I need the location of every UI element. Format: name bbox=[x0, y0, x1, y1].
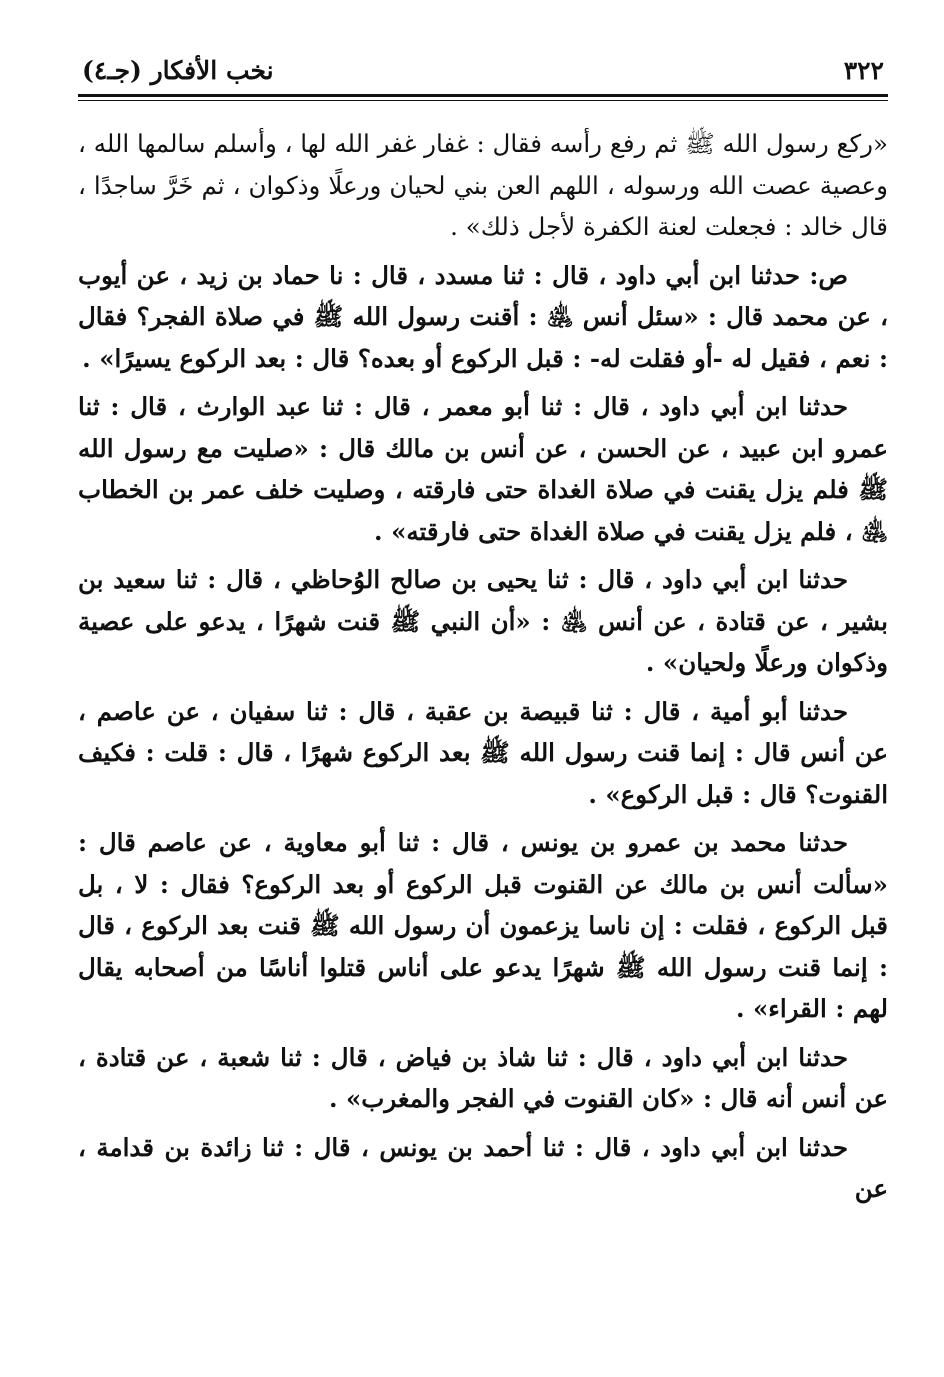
paragraph-continuation: «ركع رسول الله ﷺ ثم رفع رأسه فقال : غفار غفر الله لها ، وأسلم سالمها الله ، وعصية عصت الله ورسوله ، اللهم العن بني لحيان ورعلًا وذكوان ، ثم خَرَّ ساجدًا ، قال خالد : فجعلت لعنة الكفرة لأجل ذلك» . bbox=[78, 129, 888, 241]
book-title: نخب الأفكار (جـ٤) bbox=[82, 56, 274, 85]
paragraph-hadith: حدثنا ابن أبي داود ، قال : ثنا شاذ بن فياض ، قال : ثنا شعبة ، عن قتادة ، عن أنس أنه قال : «كان القنوت في الفجر والمغرب» . bbox=[78, 1042, 888, 1113]
body-text bbox=[78, 123, 888, 1210]
page-number: ٣٢٢ bbox=[843, 56, 884, 85]
paragraph-hadith: حدثنا محمد بن عمرو بن يونس ، قال : ثنا أبو معاوية ، عن عاصم قال : «سألت أنس بن مالك عن القنوت قبل الركوع أو بعد الركوع؟ فقال : لا ، بل قبل الركوع ، فقلت : إن ناسا يزعمون أن رسول الله ﷺ قنت بعد الركوع ، قال : إنما قنت رسول الله ﷺ شهرًا يدعو على أناس قتلوا أناسًا من أصحابه يقال لهم : القراء» . bbox=[78, 828, 888, 1023]
paragraph-hadith: حدثنا ابن أبي داود ، قال : ثنا أبو معمر ، قال : ثنا عبد الوارث ، قال : ثنا عمرو ابن عبيد ، عن الحسن ، عن أنس بن مالك قال : «صليت مع رسول الله ﷺ فلم يزل يقنت في صلاة الغداة حتى فارقته ، وصليت خلف عمر بن الخطاب ﵁ ، فلم يزل يقنت في صلاة الغداة حتى فارقته» . bbox=[78, 392, 888, 546]
book-page bbox=[78, 48, 888, 1217]
paragraph-hadith: ص: حدثنا ابن أبي داود ، قال : ثنا مسدد ، قال : نا حماد بن زيد ، عن أيوب ، عن محمد قال : «سئل أنس ﵁ : أقنت رسول الله ﷺ في صلاة الفجر؟ فقال : نعم ، فقيل له -أو فقلت له- : قبل الركوع أو بعده؟ قال : بعد الركوع يسيرًا» . bbox=[78, 260, 888, 373]
header-rule-thin bbox=[78, 100, 888, 101]
running-header bbox=[78, 48, 888, 88]
paragraph-hadith: حدثنا ابن أبي داود ، قال : ثنا أحمد بن يونس ، قال : ثنا زائدة بن قدامة ، عن bbox=[78, 1132, 888, 1203]
paragraph-hadith: حدثنا أبو أمية ، قال : ثنا قبيصة بن عقبة ، قال : ثنا سفيان ، عن عاصم ، عن أنس قال : إنما قنت رسول الله ﷺ بعد الركوع شهرًا ، قال : قلت : فكيف القنوت؟ قال : قبل الركوع» . bbox=[78, 696, 888, 809]
paragraph-hadith: حدثنا ابن أبي داود ، قال : ثنا يحيى بن صالح الوُحاظي ، قال : ثنا سعيد بن بشير ، عن قتادة ، عن أنس ﵁ : «أن النبي ﷺ قنت شهرًا ، يدعو على عصية وذكوان ورعلًا ولحيان» . bbox=[78, 565, 888, 677]
header-rule-thick bbox=[78, 94, 888, 97]
